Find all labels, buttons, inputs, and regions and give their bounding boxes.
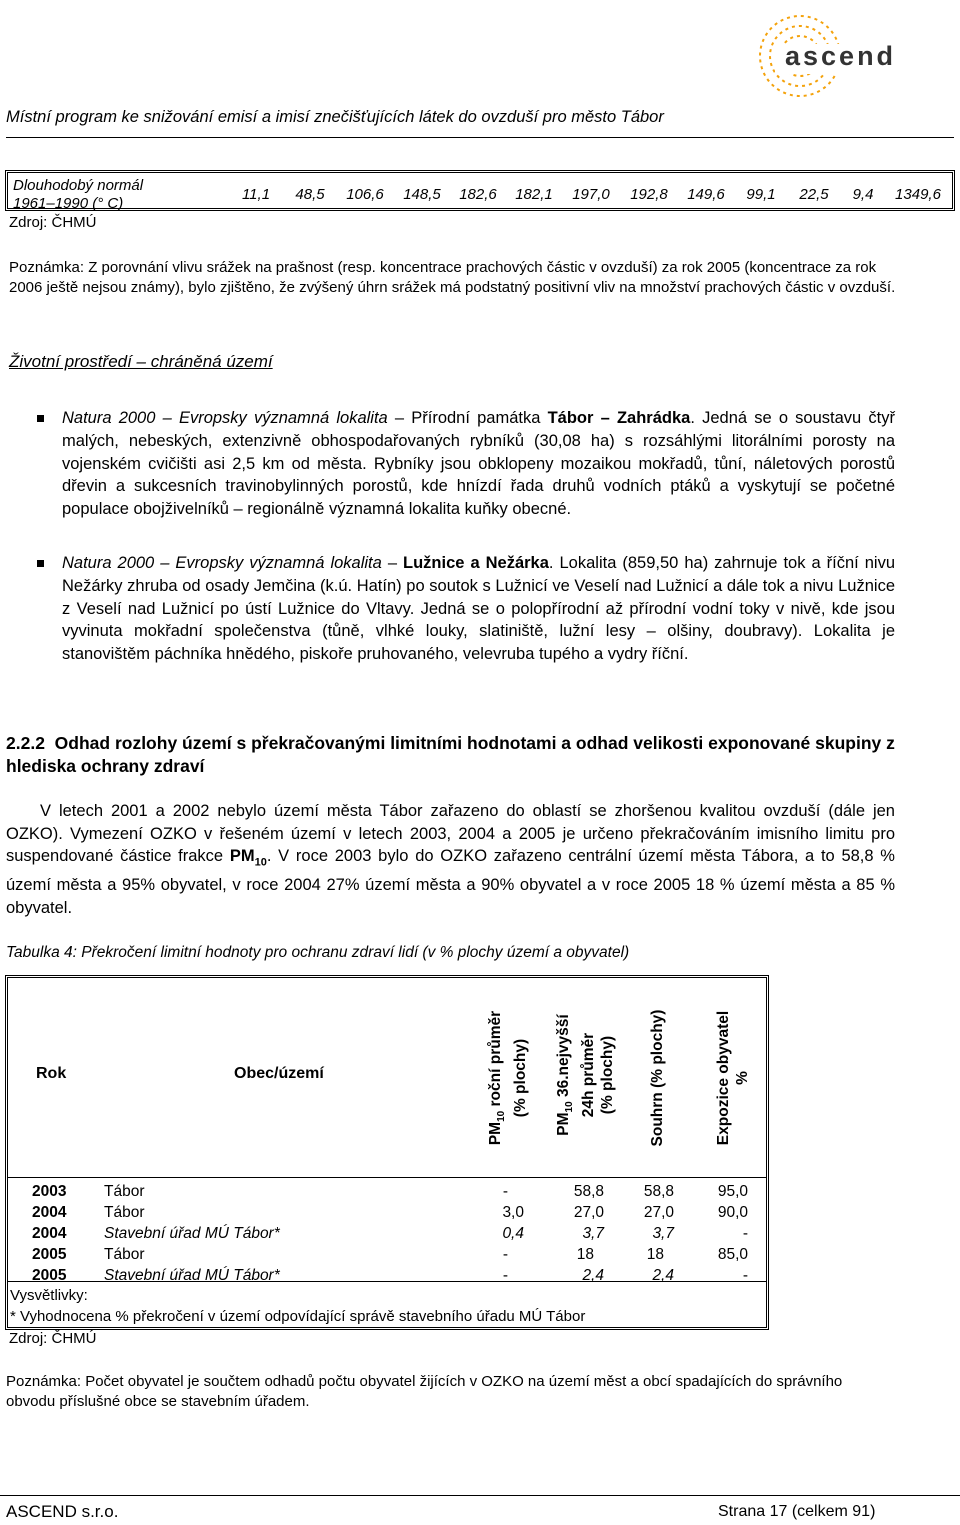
precip-value: 148,5	[403, 186, 441, 203]
cell-pm-24h: 2,4	[582, 1267, 604, 1284]
cell-souhrn: 18	[646, 1246, 664, 1263]
cell-pm-annual: -	[502, 1183, 508, 1200]
table4-source: Zdroj: ČHMÚ	[9, 1330, 97, 1347]
bullet-square-icon	[37, 415, 44, 422]
cell-expozice: 95,0	[717, 1183, 748, 1200]
header-souhrn	[648, 998, 667, 1158]
precip-value: 182,6	[459, 186, 497, 203]
cell-souhrn: 27,0	[643, 1204, 674, 1221]
cell-name: Tábor	[104, 1246, 145, 1263]
table4-legend-text: * Vyhodnocena % překročení v území odpovídající správě stavebního úřadu MÚ Tábor	[10, 1308, 586, 1325]
cell-pm-24h: 3,7	[582, 1225, 604, 1242]
cell-name: Tábor	[104, 1204, 145, 1221]
note-population: Poznámka: Počet obyvatel je součtem odhadů počtu obyvatel žijících v OZKO na území měst a obcí spadajících do správního obvodu příslušné obce se stavebním úřadem.	[6, 1373, 843, 1410]
souhrn-label: Souhrn (% plochy)	[649, 1009, 666, 1147]
cell-pm-annual: -	[502, 1246, 508, 1263]
pm-annual-a: PM	[487, 1121, 504, 1146]
heading-text: Odhad rozlohy území s překračovanými limitními hodnotami a odhad velikosti exponované skupiny z hlediska ochrany zdraví	[6, 733, 895, 776]
precip-source: Zdroj: ČHMÚ	[9, 214, 97, 231]
table-row	[8, 1204, 766, 1225]
pm-annual-c: (% plochy)	[512, 1038, 530, 1118]
precip-value: 11,1	[241, 186, 271, 203]
precip-value: 48,5	[295, 186, 325, 203]
pm-annual-sub: 10	[496, 1110, 508, 1122]
header-pm-annual	[486, 998, 530, 1158]
pm-24h-b: 36.nejvyšší	[555, 1014, 572, 1102]
pm-24h-d: (% plochy)	[599, 1035, 617, 1115]
precip-value: 9,4	[852, 186, 874, 203]
table-header-divider	[8, 1177, 766, 1178]
precipitation-table	[5, 170, 955, 211]
cell-pm-annual: 0,4	[502, 1225, 524, 1242]
pm-24h-sub: 10	[564, 1101, 576, 1113]
pm-annual-b: roční průměr	[487, 1010, 504, 1111]
cell-year: 2005	[32, 1267, 67, 1284]
header-expozice	[714, 998, 752, 1158]
precip-value: 182,1	[515, 186, 553, 203]
bullet2-lead: Natura 2000 – Evropsky významná lokalita	[62, 554, 382, 572]
footer-company: ASCEND s.r.o.	[6, 1502, 119, 1521]
paragraph-ozko	[6, 800, 895, 919]
cell-name: Tábor	[104, 1183, 145, 1200]
section-heading-environment: Životní prostředí – chráněná území	[9, 352, 273, 371]
header-pm-24h	[554, 1000, 617, 1150]
cell-pm-annual: 3,0	[502, 1204, 524, 1221]
cell-souhrn: 2,4	[652, 1267, 674, 1284]
table-row	[8, 1246, 766, 1267]
ascend-logo	[735, 8, 945, 100]
precip-value: 106,6	[346, 186, 384, 203]
expo-a: Expozice obyvatel	[715, 1010, 732, 1146]
pm-24h-a: PM	[555, 1112, 572, 1136]
table4-legend-title: Vysvětlivky:	[10, 1287, 88, 1304]
cell-name: Stavební úřad MÚ Tábor*	[104, 1225, 280, 1242]
precip-value: 99,1	[746, 186, 776, 203]
cell-expozice: 90,0	[717, 1204, 748, 1221]
precip-value: 197,0	[572, 186, 610, 203]
precip-value: 149,6	[687, 186, 725, 203]
bullet1-name: Tábor – Zahrádka	[547, 409, 691, 427]
table-row	[8, 1183, 766, 1204]
ozko-part2: . V roce 2003 bylo do OZKO zařazeno centrální území města Tábora, a to 58,8 % území města a 95% obyvatel, v roce 2004 27% území města a 90% obyvatel a v roce 2005 18 % území města a 85 % obyvatel.	[6, 847, 895, 917]
bullet-square-icon	[37, 560, 44, 567]
cell-souhrn: 58,8	[643, 1183, 674, 1200]
bullet-natura-luznice	[62, 552, 895, 666]
heading-number: 2.2.2	[6, 733, 45, 753]
cell-year: 2003	[32, 1183, 67, 1200]
cell-pm-24h: 18	[576, 1246, 594, 1263]
precip-label-line2: 1961–1990 (° C)	[13, 195, 124, 212]
section-heading-222	[6, 732, 906, 778]
table4	[5, 975, 769, 1330]
cell-pm-24h: 27,0	[573, 1204, 604, 1221]
bullet2-name: Lužnice a Nežárka	[403, 554, 549, 572]
cell-year: 2004	[32, 1204, 67, 1221]
precip-row-label	[13, 177, 143, 213]
note-precipitation: Poznámka: Z porovnání vlivu srážek na prašnost (resp. koncentrace prachových částic v ovzduší) za rok 2005 (koncentrace za rok 2006 ještě nejsou známy), bylo zjištěno, že zvýšený úhrn srážek má podstatný positivní vliv na množství prachových částic v ovzduší.	[9, 259, 896, 296]
cell-pm-24h: 58,8	[573, 1183, 604, 1200]
bullet2-mid: –	[381, 554, 404, 572]
precip-value: 192,8	[630, 186, 668, 203]
cell-souhrn: 3,7	[652, 1225, 674, 1242]
cell-expozice: -	[742, 1267, 748, 1284]
cell-year: 2005	[32, 1246, 67, 1263]
table4-caption: Tabulka 4: Překročení limitní hodnoty pro ochranu zdraví lidí (v % plochy území a obyvatel)	[6, 944, 630, 961]
header-obec: Obec/území	[234, 1065, 324, 1082]
footer-page-number: Strana 17 (celkem 91)	[718, 1503, 876, 1520]
precip-label-line1: Dlouhodobý normál	[13, 177, 144, 194]
cell-year: 2004	[32, 1225, 67, 1242]
precip-values	[228, 186, 950, 203]
cell-expozice: -	[742, 1225, 748, 1242]
precip-value: 1349,6	[895, 186, 941, 203]
bullet1-mid: – Přírodní památka	[387, 409, 548, 427]
bullet2-text: . Lokalita (859,50 ha) zahrnuje tok a říční nivu Nežárky zhruba od osady Jemčina (k.ú. Hatín) po soutok s Lužnicí ve Veselí nad Lužnicí a dále tok a nivu Lužnice z Veselí nad Lužnicí po ústí Lužnice do Vltavy. Jedná se o polopřírodní až přírodní vodní toky v nivě, kde jsou vyvinuta mokřadní společenstva (tůně, vlhké louky, slatiniště, lužní lesy – olšiny, doubravy). Lokalita je stanovištěm páchníka hnědého, piskoře pruhovaného, velevruba tupého a vydry říční.	[62, 554, 896, 664]
bullet1-lead: Natura 2000 – Evropsky významná lokalita	[62, 409, 388, 427]
ozko-pm: PM	[229, 847, 255, 866]
cell-pm-annual: -	[502, 1267, 508, 1284]
table-row	[8, 1267, 766, 1288]
table-row	[8, 1225, 766, 1246]
expo-b: %	[734, 1071, 751, 1085]
cell-name: Stavební úřad MÚ Tábor*	[104, 1267, 280, 1284]
precip-value: 22,5	[799, 186, 829, 203]
bullet-natura-tabor	[62, 407, 895, 521]
logo-text: ascend	[785, 41, 897, 71]
ozko-pm-sub: 10	[254, 856, 267, 869]
header-title: Místní program ke snižování emisí a imisí znečišťujících látek do ovzduší pro město Tábor	[6, 108, 664, 126]
header-rok: Rok	[36, 1065, 67, 1082]
footer-divider	[0, 1495, 960, 1496]
cell-expozice: 85,0	[717, 1246, 748, 1263]
header-divider	[6, 137, 954, 138]
ozko-part1: V letech 2001 a 2002 nebylo území města Tábor zařazeno do oblastí se zhoršenou kvalitou ovzduší (dále jen OZKO). Vymezení OZKO v řešeném území v letech 2003, 2004 a 2005 je určeno překračováním imisního limitu pro suspendované částice frakce	[6, 802, 895, 866]
bullet1-text: . Jedná se o soustavu čtyř malých, nebeských, extenzivně obhospodařovaných rybníků (30,08 ha) s rozsáhlými litorálními porosty na vojenském cvičišti asi 2,5 km od města. Rybníky jsou obklopeny mozaikou mokřadů, tůní, náletových porostů dřevin a sukcesních travinobylinných porostů, kde hnízdí řada druhů vodních ptáků a vyskytují se početné populace obojživelníků – regionálně významná lokalita kuňky obecné.	[62, 409, 895, 519]
pm-24h-c: 24h průměr	[580, 1032, 598, 1118]
